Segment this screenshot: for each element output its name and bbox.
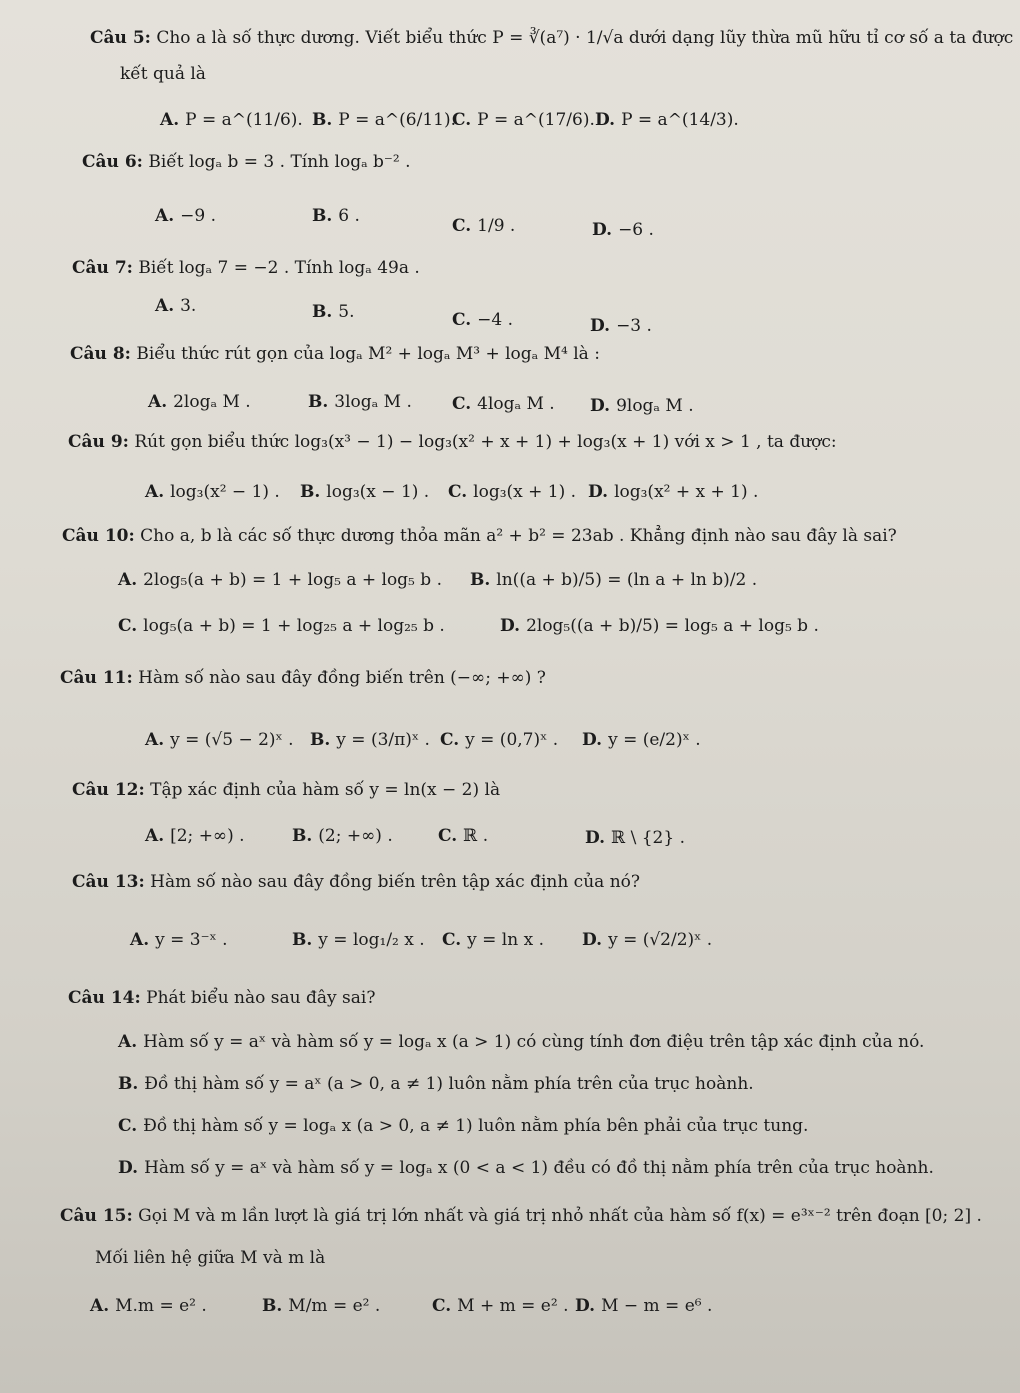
option-b[interactable]: B. (2; +∞) . xyxy=(292,826,393,846)
question-number: Câu 12: xyxy=(72,780,145,800)
question-number: Câu 7: xyxy=(72,258,133,278)
option-a[interactable]: A. M.m = e² . xyxy=(90,1296,207,1316)
question-text: Cho a, b là các số thực dương thỏa mãn a² + b² = 23ab . Khẳng định nào sau đây là sai? xyxy=(140,526,897,546)
question-text-continued: Mối liên hệ giữa M và m là xyxy=(95,1248,326,1268)
option-c[interactable]: C. −4 . xyxy=(452,310,514,330)
option-a[interactable]: A. 2log₅(a + b) = 1 + log₅ a + log₅ b . xyxy=(118,570,442,590)
option-d[interactable]: D. −3 . xyxy=(590,316,652,336)
option-d[interactable]: D. 9logₐ M . xyxy=(590,396,694,416)
question-stem xyxy=(60,668,546,688)
option-b[interactable]: B. P = a^(6/11). xyxy=(312,110,457,130)
option-d[interactable]: D. −6 . xyxy=(592,220,654,240)
question-text: Tập xác định của hàm số y = ln(x − 2) là xyxy=(150,780,501,800)
option-d[interactable]: D. log₃(x² + x + 1) . xyxy=(588,482,759,502)
question-text: Biểu thức rút gọn của logₐ M² + logₐ M³ + logₐ M⁴ là : xyxy=(136,344,600,364)
option-c[interactable]: C. M + m = e² . xyxy=(432,1296,569,1316)
question-number: Câu 6: xyxy=(82,152,143,172)
question-number: Câu 5: xyxy=(90,28,151,48)
option-c[interactable]: C. y = ln x . xyxy=(442,930,544,950)
question-stem xyxy=(90,28,1013,48)
option-c[interactable]: C. log₅(a + b) = 1 + log₂₅ a + log₂₅ b . xyxy=(118,616,445,636)
option-b[interactable]: B. 3logₐ M . xyxy=(308,392,412,412)
question-number: Câu 13: xyxy=(72,872,145,892)
option-d[interactable]: D. P = a^(14/3). xyxy=(595,110,739,130)
option-b[interactable]: B. y = (3/π)ˣ . xyxy=(310,730,430,750)
option-a[interactable]: A. [2; +∞) . xyxy=(145,826,245,846)
option-a[interactable]: A. Hàm số y = aˣ và hàm số y = logₐ x (a > 1) có cùng tính đơn điệu trên tập xác định của nó. xyxy=(118,1032,925,1052)
option-c[interactable]: C. P = a^(17/6). xyxy=(452,110,595,130)
question-text: Phát biểu nào sau đây sai? xyxy=(146,988,376,1008)
question-number: Câu 10: xyxy=(62,526,135,546)
question-number: Câu 11: xyxy=(60,668,133,688)
option-c[interactable]: C. y = (0,7)ˣ . xyxy=(440,730,559,750)
question-text: Gọi M và m lần lượt là giá trị lớn nhất và giá trị nhỏ nhất của hàm số f(x) = e³ˣ⁻² trên đoạn [0; 2] . xyxy=(138,1206,982,1226)
option-b[interactable]: B. Đồ thị hàm số y = aˣ (a > 0, a ≠ 1) luôn nằm phía trên của trục hoành. xyxy=(118,1074,754,1094)
question-stem xyxy=(72,258,420,278)
question-stem xyxy=(60,1206,982,1226)
option-a[interactable]: A. log₃(x² − 1) . xyxy=(145,482,280,502)
option-b[interactable]: B. 5. xyxy=(312,302,355,322)
question-text-continued: kết quả là xyxy=(120,64,206,84)
option-a[interactable]: A. 2logₐ M . xyxy=(148,392,251,412)
question-stem xyxy=(72,780,500,800)
question-text: Cho a là số thực dương. Viết biểu thức P = ∛(a⁷) · 1/√a dưới dạng lũy thừa mũ hữu tỉ cơ số a ta được xyxy=(156,28,1014,48)
option-a[interactable]: A. 3. xyxy=(155,296,197,316)
option-c[interactable]: C. 1/9 . xyxy=(452,216,516,236)
question-stem xyxy=(68,988,375,1008)
question-number: Câu 9: xyxy=(68,432,129,452)
option-a[interactable]: A. P = a^(11/6). xyxy=(160,110,303,130)
option-b[interactable]: B. log₃(x − 1) . xyxy=(300,482,430,502)
option-d[interactable]: D. M − m = e⁶ . xyxy=(575,1296,713,1316)
question-text: Biết logₐ b = 3 . Tính logₐ b⁻² . xyxy=(148,152,411,172)
option-d[interactable]: D. Hàm số y = aˣ và hàm số y = logₐ x (0 < a < 1) đều có đồ thị nằm phía trên của trục hoành. xyxy=(118,1158,934,1178)
option-c[interactable]: C. Đồ thị hàm số y = logₐ x (a > 0, a ≠ 1) luôn nằm phía bên phải của trục tung. xyxy=(118,1116,809,1136)
question-text: Rút gọn biểu thức log₃(x³ − 1) − log₃(x² + x + 1) + log₃(x + 1) với x > 1 , ta được: xyxy=(134,432,837,452)
option-b[interactable]: B. ln((a + b)/5) = (ln a + ln b)/2 . xyxy=(470,570,758,590)
question-text: Hàm số nào sau đây đồng biến trên tập xác định của nó? xyxy=(150,872,640,892)
option-d[interactable]: D. 2log₅((a + b)/5) = log₅ a + log₅ b . xyxy=(500,616,819,636)
option-b[interactable]: B. 6 . xyxy=(312,206,360,226)
option-b[interactable]: B. y = log₁/₂ x . xyxy=(292,930,425,950)
option-c[interactable]: C. ℝ . xyxy=(438,826,489,846)
question-stem xyxy=(82,152,411,172)
question-stem xyxy=(62,526,897,546)
question-number: Câu 14: xyxy=(68,988,141,1008)
option-d[interactable]: D. ℝ \ {2} . xyxy=(585,828,685,848)
question-stem xyxy=(68,432,837,452)
option-c[interactable]: C. log₃(x + 1) . xyxy=(448,482,577,502)
question-number: Câu 15: xyxy=(60,1206,133,1226)
option-a[interactable]: A. y = (√5 − 2)ˣ . xyxy=(145,730,294,750)
question-stem xyxy=(70,344,600,364)
question-text: Biết logₐ 7 = −2 . Tính logₐ 49a . xyxy=(138,258,420,278)
question-text: Hàm số nào sau đây đồng biến trên (−∞; +∞) ? xyxy=(138,668,546,688)
question-stem xyxy=(72,872,640,892)
question-number: Câu 8: xyxy=(70,344,131,364)
option-d[interactable]: D. y = (e/2)ˣ . xyxy=(582,730,701,750)
option-d[interactable]: D. y = (√2/2)ˣ . xyxy=(582,930,713,950)
option-a[interactable]: A. y = 3⁻ˣ . xyxy=(130,930,228,950)
option-b[interactable]: B. M/m = e² . xyxy=(262,1296,381,1316)
option-a[interactable]: A. −9 . xyxy=(155,206,216,226)
option-c[interactable]: C. 4logₐ M . xyxy=(452,394,555,414)
